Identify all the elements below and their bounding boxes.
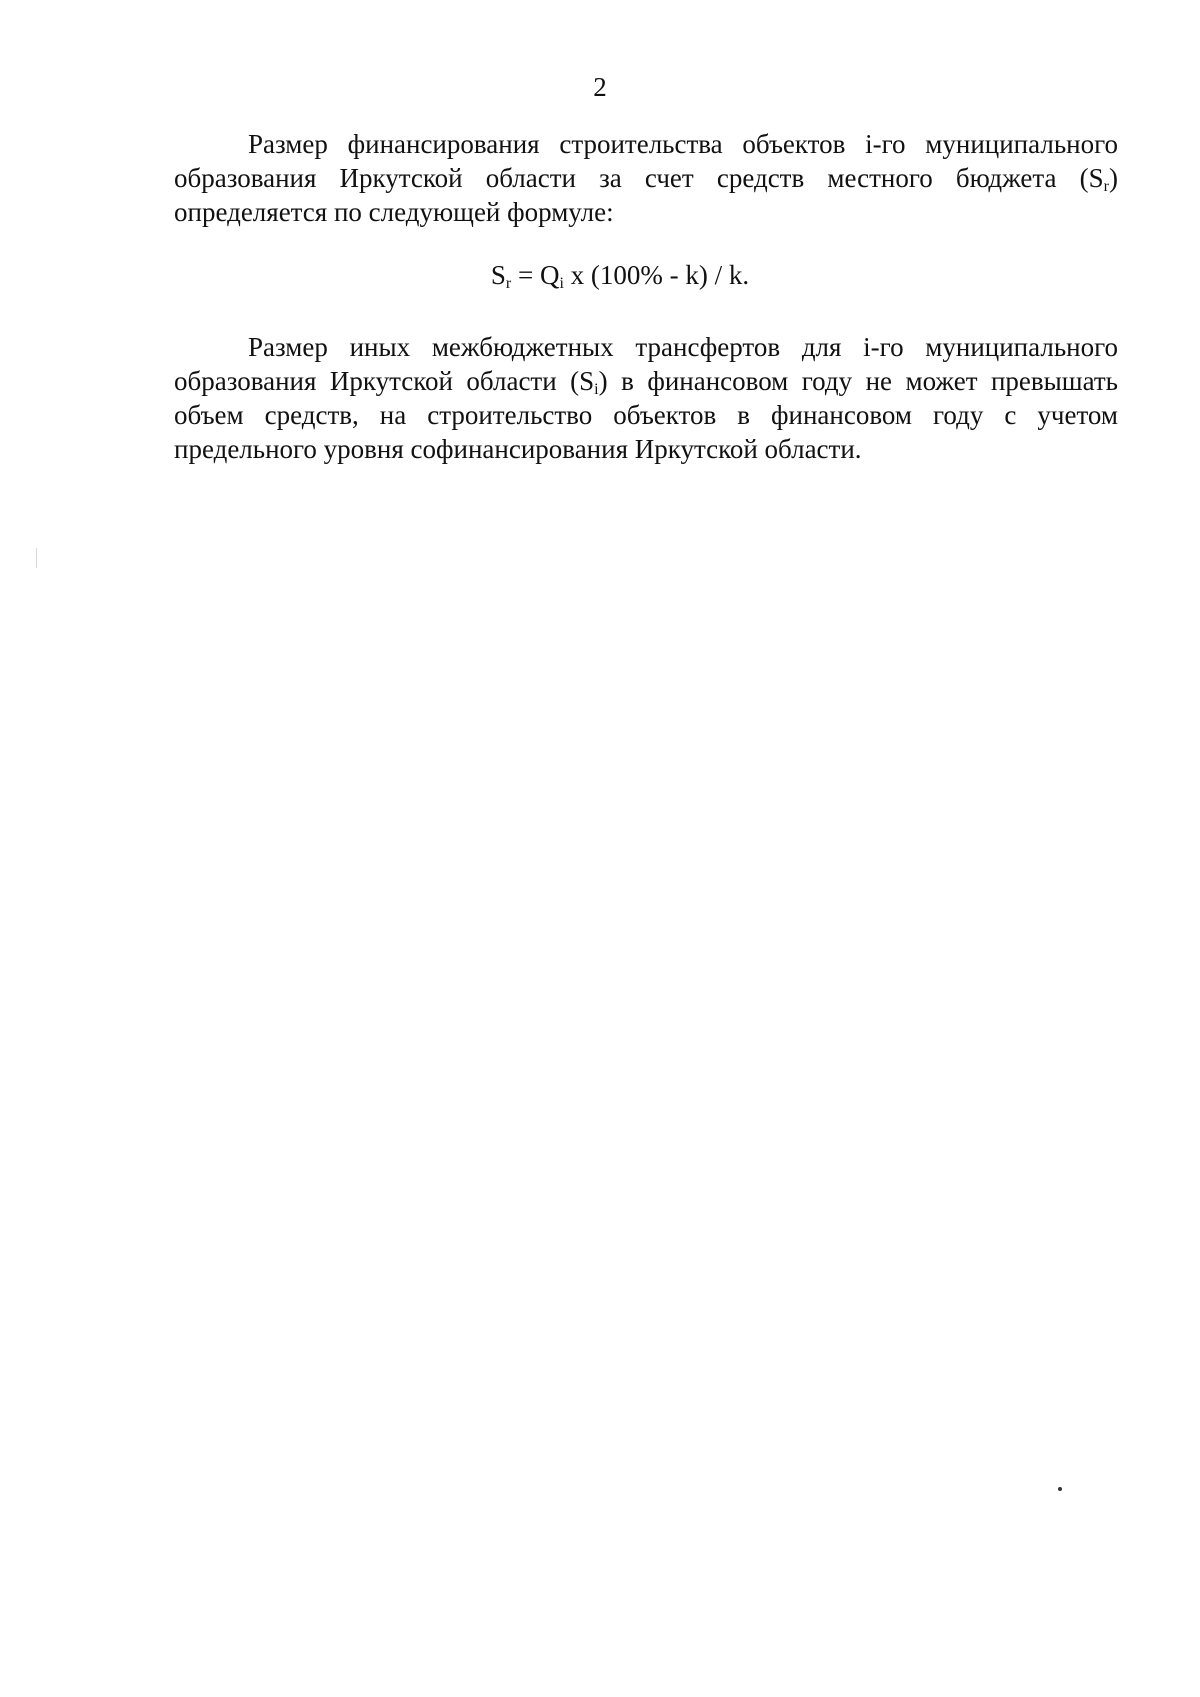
- text-run: образования Иркутской области за счет средств местного бюджета (S: [174, 163, 1104, 193]
- paragraph-line: Размер финансирования строительства объектов i-го муниципального: [248, 129, 1118, 159]
- subscript: i: [559, 275, 564, 292]
- scan-artifact: [36, 548, 37, 568]
- text-run: образования Иркутской области (S: [174, 366, 595, 396]
- formula-symbol: = Q: [511, 260, 560, 290]
- subscript: i: [594, 381, 599, 398]
- paragraph-line: объем средств, на строительство объектов в финансовом году с учетом: [174, 400, 1118, 430]
- paragraph-line: предельного уровня софинансирования Иркутской области.: [174, 434, 862, 464]
- paragraph-line: [174, 364, 1118, 398]
- paragraph-line: [174, 161, 1118, 195]
- text-run: ): [1109, 163, 1118, 193]
- paragraph-transfers-limit: [174, 330, 1118, 466]
- page-number: 2: [593, 72, 607, 102]
- scan-dot: [1058, 1487, 1062, 1491]
- paragraph-financing-size: [174, 127, 1118, 229]
- text-run: ) в финансовом году не может превышать: [598, 366, 1118, 396]
- formula-expression: x (100% - k) / k.: [563, 260, 750, 290]
- paragraph-line: определяется по следующей формуле:: [174, 197, 614, 227]
- subscript: r: [1103, 178, 1109, 195]
- formula: [0, 258, 1200, 292]
- formula-symbol: S: [490, 260, 506, 290]
- subscript: r: [505, 275, 512, 292]
- paragraph-line: Размер иных межбюджетных трансфертов для i-го муниципального: [248, 332, 1118, 362]
